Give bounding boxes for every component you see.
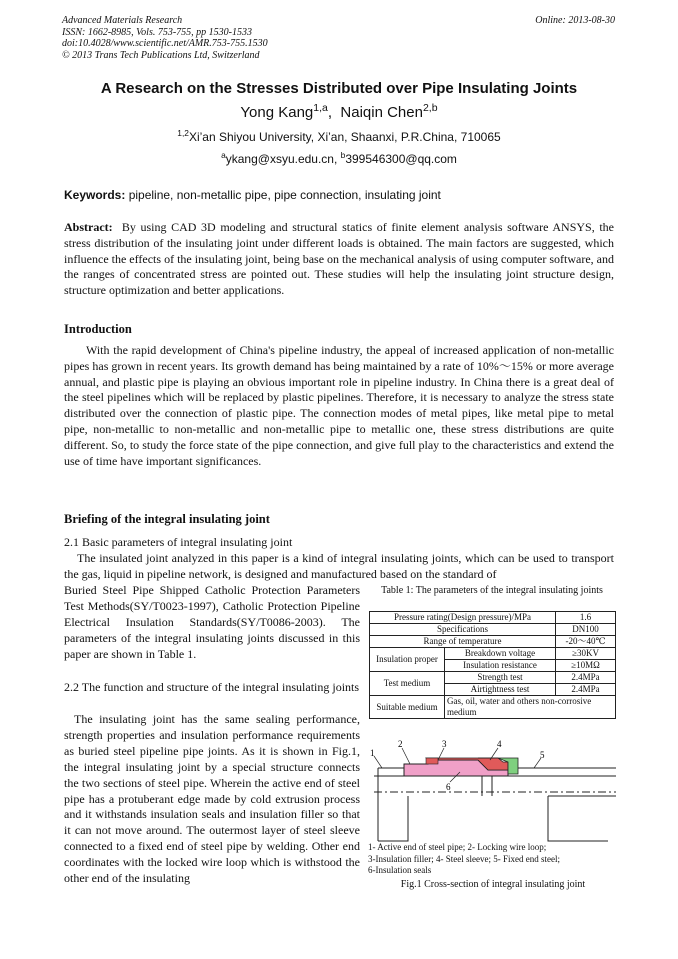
intro-heading: Introduction — [64, 322, 132, 336]
table-cell: Test medium — [370, 672, 445, 696]
label-1: 1 — [370, 748, 375, 758]
table-row — [370, 696, 616, 719]
paper-title: A Research on the Stresses Distributed over Pipe Insulating Joints — [100, 80, 578, 97]
table-cell: Suitable medium — [370, 696, 445, 719]
label-2: 2 — [398, 739, 403, 749]
table-1-caption: Table 1: The parameters of the integral insulating joints — [381, 585, 603, 596]
journal-name: Advanced Materials Research — [62, 15, 183, 26]
running-header — [62, 15, 268, 61]
table-row — [370, 612, 616, 624]
author-2-sup: 2,b — [422, 102, 438, 114]
table-row — [370, 624, 616, 636]
wire-loop — [426, 758, 438, 764]
table-cell: 2.4MPa — [556, 672, 616, 684]
label-6: 6 — [446, 782, 451, 792]
table-cell: Range of temperature — [370, 636, 556, 648]
table-cell: ≥30KV — [556, 648, 616, 660]
affiliation-text: Xi’an Shiyou University, Xi’an, Shaanxi, P.R.China, 710065 — [188, 130, 501, 144]
intro-paragraph: With the rapid development of China's pipeline industry, the appeal of increased application of non-metallic pipes has grown in recent years. Its growth demand has being maintained by a rate of 10%～15% or more average annual, and plastic pipe is playing an obvious important role in pipeline industry. In China there is a great deal of the steel pipelines which will be replaced by plastic pipelines. Therefore, it is necessary to analyze the stress state distributed over the connection of plastic pipe. The connection modes of metal pipes, like metal pipe to metal pipe, non-metallic to non-metallic and non-metallic pipe to metallic one, these stress distributions are quite different. So, to study the force state of the pipe connection, and give full play to the characteristics and extend the use of time have important significances. — [64, 343, 614, 468]
table-cell: Specifications — [370, 624, 556, 636]
table-cell: Gas, oil, water and others non-corrosive medium — [445, 696, 616, 719]
affiliation — [0, 130, 678, 144]
keywords — [64, 188, 616, 202]
keywords-text: pipeline, non-metallic pipe, pipe connection, insulating joint — [125, 188, 441, 202]
label-3: 3 — [442, 739, 447, 749]
legend-line-2: 3-Insulation filler; 4- Steel sleeve; 5- Fixed end steel; — [368, 853, 560, 864]
author-1-sup: 1,a — [313, 102, 328, 114]
table-cell: 1.6 — [556, 612, 616, 624]
active-end-wall — [378, 796, 408, 841]
email-b-sup: b — [340, 150, 346, 160]
parameters-table — [369, 611, 616, 719]
author-1-name: Yong Kang — [240, 104, 314, 121]
table-cell: Insulation resistance — [445, 660, 556, 672]
email-a-sup: a — [221, 150, 226, 160]
label-4: 4 — [497, 739, 502, 749]
fixed-end-pipe — [548, 796, 616, 841]
briefing-heading: Briefing of the integral insulating joint — [64, 512, 270, 526]
table-cell: Breakdown voltage — [445, 648, 556, 660]
online-date: Online: 2013-08-30 — [535, 15, 615, 26]
doi-line: doi:10.4028/www.scientific.net/AMR.753-755.1530 — [62, 38, 268, 49]
subsection-2-2: 2.2 The function and structure of the integral insulating joints — [64, 680, 360, 694]
briefing-paragraph-column: Buried Steel Pipe Shipped Catholic Protection Parameters Test Methods(SY/T0023-1997), Catholic Protection Pipeline Electrical Insulation Standards(SY/T0086-2003). The parameters of the integral insulating joints discussed in this paper are shown in Table 1. — [64, 583, 360, 661]
fixed-end-flange — [482, 776, 492, 796]
function-paragraph: The insulating joint has the same sealing performance, strength properties and insulation performance requirements as buried steel pipeline pipe joints. As it is shown in Fig.1, the integral insulating joint by a special structure connects the two sections of steel pipe. Wherein the active end of steel pipe has a protuberant edge made by cold extrusion process and it withstands insulation seals and insulation filler so that it can not move around. The outermost layer of steel sleeve connected to a fixed end of steel pipe by welding. Other end coordinates with the locked wire loop which is withstood the other end of the insulating — [64, 712, 360, 886]
email-a: ykang@xsyu.edu.cn, — [225, 152, 341, 166]
abstract — [64, 220, 617, 299]
leader-1 — [374, 756, 382, 768]
table-cell: 2.4MPa — [556, 684, 616, 696]
affiliation-sup: 1,2 — [177, 128, 189, 138]
table-cell: Strength test — [445, 672, 556, 684]
table-row — [370, 672, 616, 684]
active-end-pipe — [378, 768, 448, 841]
author-2-name: Naiqin Chen — [340, 104, 423, 121]
issn-line: ISSN: 1662-8985, Vols. 753-755, pp 1530-1533 — [62, 26, 252, 38]
email-line — [0, 152, 678, 166]
legend-line-3: 6-Insulation seals — [368, 865, 432, 875]
table-cell: DN100 — [556, 624, 616, 636]
figure-1-caption: Fig.1 Cross-section of integral insulating joint — [400, 879, 586, 890]
table-cell: ≥10MΩ — [556, 660, 616, 672]
table-row — [370, 636, 616, 648]
subsection-2-1: 2.1 Basic parameters of integral insulating joint — [64, 535, 293, 549]
table-row — [370, 648, 616, 660]
table-cell: -20～40℃ — [556, 636, 616, 648]
figure-1-legend — [368, 842, 618, 877]
author-line — [0, 104, 678, 121]
leader-2 — [402, 748, 410, 764]
legend-line-1: 1- Active end of steel pipe; 2- Locking wire loop; — [368, 842, 547, 852]
keywords-label: Keywords: — [64, 188, 126, 202]
table-cell: Pressure rating(Design pressure)/MPa — [370, 612, 556, 624]
label-5: 5 — [540, 750, 545, 760]
table-cell: Insulation proper — [370, 648, 445, 672]
email-b: 399546300@qq.com — [345, 152, 457, 166]
table-cell: Airtightness test — [445, 684, 556, 696]
insulating-joint-diagram — [368, 736, 618, 844]
abstract-text: By using CAD 3D modeling and structural statics of finite element analysis software ANSYS, the stress distribution of the insulating joint under different loads is obtained. The main factors are suggested, which influence the effects of the insulating joint, being base on the mechanical analysis of using computer software, and the ranges of concentrated stress are pointed out. These studies will help the insulating joint structure design, structure optimization and better applications. — [64, 220, 617, 298]
briefing-paragraph-full: The insulated joint analyzed in this paper is a kind of integral insulating joints, which can be used to transport the gas, liquid in pipeline network, is designed and manufactured based on the standard of — [64, 551, 614, 581]
author-separator: , — [327, 104, 341, 121]
abstract-label: Abstract: — [64, 220, 113, 234]
copyright-line: © 2013 Trans Tech Publications Ltd, Switzerland — [62, 49, 260, 61]
